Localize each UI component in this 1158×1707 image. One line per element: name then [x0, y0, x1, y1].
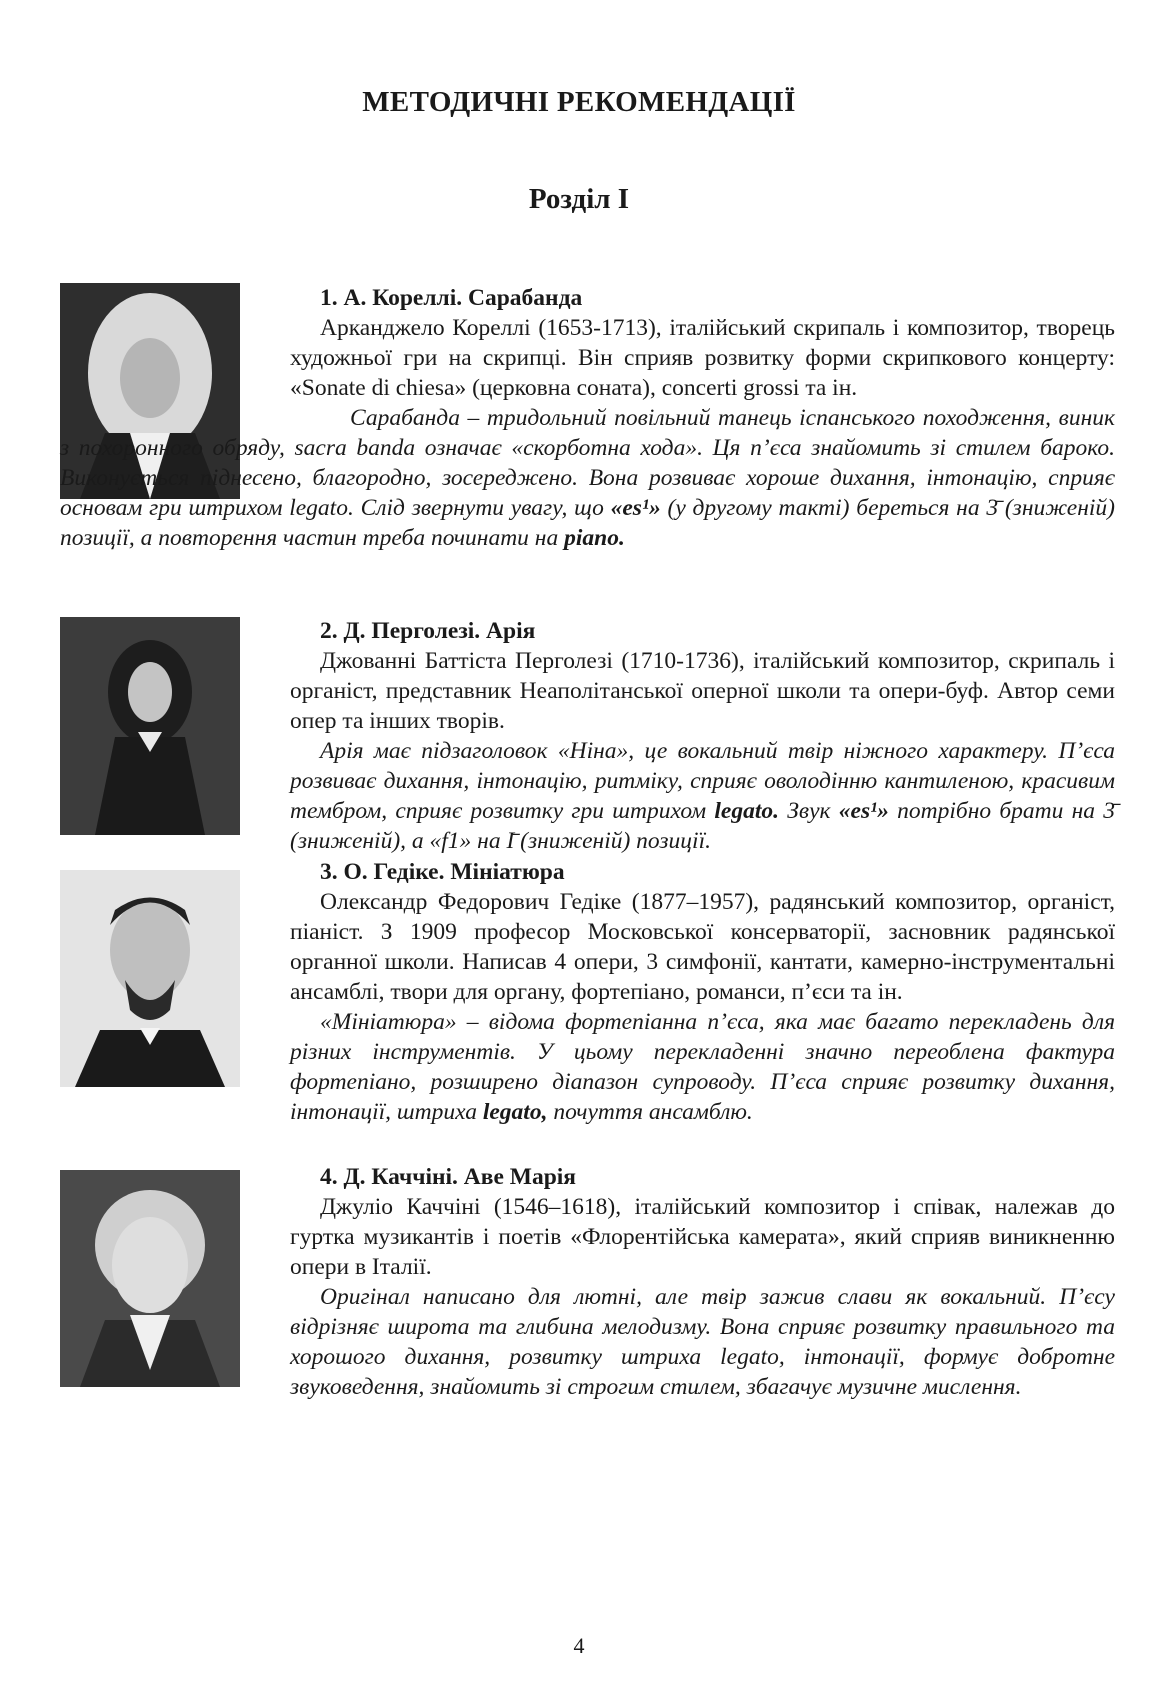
- entry-title: 1. А. Кореллі. Сарабанда: [320, 285, 583, 311]
- notes-bold: «es¹»: [838, 798, 889, 824]
- section-title: Розділ І: [528, 183, 630, 215]
- notes-bold: legato.: [714, 798, 780, 824]
- entry-2: [60, 616, 1115, 856]
- notes-text: (у другому такті) береться на 3̄ (зниженій) позиції, а повторення частин треба починати на: [60, 495, 1115, 551]
- page-title: МЕТОДИЧНІ РЕКОМЕНДАЦІЇ: [362, 86, 796, 118]
- notes-text: Сарабанда – тридольний повільний танець іспанського походження, виник з похоронного обряду, sacra banda означає «скорботна хода». Ця п’єса знайомить зі стилем бароко. Виконується піднесено, благородно, зосереджено. Вона розвиває хороше дихання, інтонацію, сприяє основам гри штрихом legato. Слід звернути увагу, що: [60, 405, 1115, 521]
- entry-notes: [60, 1007, 1115, 1127]
- notes-text: «Мініатюра» – відома фортепіанна п’єса, яка має багато перекладень для різних інструментів. У цьому перекладенні значно переоблена фактура фортепіано, розширено діапазон супроводу. П’єса сприяє розвитку дихання, інтонації, штриха: [290, 1009, 1115, 1125]
- entry-3: [60, 857, 1115, 1127]
- notes-bold: piano.: [564, 525, 625, 551]
- entry-title: 3. О. Гедіке. Мініатюра: [320, 859, 565, 885]
- notes-text: Арія має підзаголовок «Ніна», це вокальний твір ніжного характеру. П’єса розвиває дихання, інтонацію, ритміку, сприяє оволодінню кантиленою, красивим тембром, сприяє розвитку гри штрихом: [290, 738, 1115, 824]
- entry-notes: [60, 403, 1115, 553]
- entry-notes: Оригінал написано для лютні, але твір зажив слави як вокальний. П’єсу відрізняє широта та глибина мелодизму. Вона сприяє розвитку правильного та хорошого дихання, розвитку штриха legato, інтонації, формує добротне звуковедення, знайомить зі строгим стилем, збагачує музичне мислення.: [290, 1284, 1115, 1400]
- entry-1: [60, 283, 1115, 553]
- page-number: 4: [573, 1633, 585, 1658]
- entry-4: [60, 1162, 1115, 1402]
- entry-title: 2. Д. Перголезі. Арія: [320, 618, 536, 644]
- entry-bio: Арканджело Кореллі (1653-1713), італійський скрипаль і композитор, творець художньої гри на скрипці. Він сприяв розвитку форми скрипкового концерту: «Sonate di chiesa» (церковна соната), concerti grossi та ін.: [290, 315, 1115, 401]
- notes-text: почуття ансамблю.: [547, 1099, 753, 1125]
- notes-bold: «es¹»: [610, 495, 661, 521]
- entry-notes: [60, 736, 1115, 856]
- entry-bio: Джуліо Каччіні (1546–1618), італійський композитор і співак, належав до гуртка музикантів і поетів «Флорентійська камерата», який сприяв виникненню опери в Італії.: [290, 1194, 1115, 1280]
- entry-bio: Олександр Федорович Гедіке (1877–1957), радянський композитор, органіст, піаніст. З 1909 професор Московської консерваторії, засновник радянської органної школи. Написав 4 опери, 3 симфонії, кантати, камерно-інструментальні ансамблі, твори для органу, фортепіано, романси, п’єси та ін.: [290, 889, 1115, 1005]
- entry-title: 4. Д. Каччіні. Аве Марія: [320, 1164, 577, 1190]
- notes-text: Звук: [779, 798, 839, 824]
- notes-bold: legato,: [482, 1099, 548, 1125]
- notes-text: потрібно брати на 3̄ (зниженій), а «f1» на І̄ (зниженій) позиції.: [290, 798, 1115, 854]
- entry-bio: Джованні Баттіста Перголезі (1710-1736), італійський композитор, скрипаль і органіст, представник Неаполітанської оперної школи та опери-буф. Автор семи опер та інших творів.: [290, 648, 1115, 734]
